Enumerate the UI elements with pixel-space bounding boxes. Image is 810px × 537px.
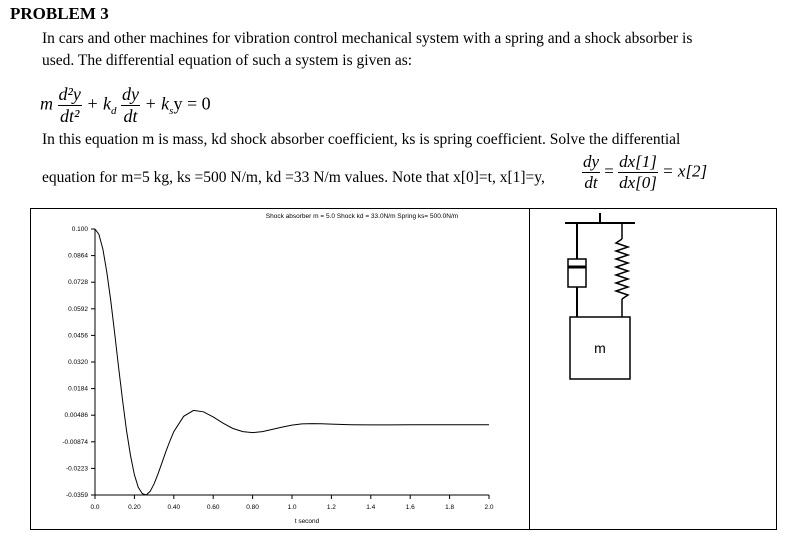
eq-second-derivative	[58, 84, 82, 127]
y-tick-label: 0.0184	[68, 385, 88, 393]
chart-panel	[30, 208, 530, 530]
x-tick-label: 0.20	[128, 504, 141, 511]
x-tick-label: 0.0	[90, 504, 100, 511]
shock-absorber	[568, 223, 586, 317]
y-tick-label: -0.0359	[65, 492, 88, 499]
intro-line-2: used. The differential equation of such a system is given as:	[42, 52, 413, 69]
response-chart	[31, 209, 529, 529]
y-tick-label: 0.0320	[68, 359, 88, 366]
x-tick-label: 1.8	[445, 504, 455, 511]
note-dx1-dx0	[618, 152, 658, 193]
x-tick-label: 2.0	[484, 504, 494, 511]
eq-first-derivative	[121, 84, 140, 127]
note-dy: dy	[583, 152, 600, 171]
x-tick-label: 1.4	[366, 504, 376, 511]
note-eq: =	[604, 161, 614, 181]
eq-plus-ks: + k	[144, 93, 170, 114]
note-dt: dt	[584, 173, 598, 192]
eq-dt2: dt²	[59, 106, 80, 126]
explain-line-2: equation for m=5 kg, ks =500 N/m, kd =33 N/m values. Note that x[0]=t, x[1]=y,	[42, 169, 545, 186]
chart-axes	[95, 229, 489, 495]
problem-title: PROBLEM 3	[10, 4, 109, 23]
x-tick-label: 0.60	[206, 504, 220, 511]
y-tick-label: 0.100	[71, 226, 88, 233]
y-tick-label: 0.0456	[68, 332, 88, 340]
y-tick-label: 0.00486	[64, 412, 88, 420]
x-tick-label: 1.6	[405, 504, 415, 511]
y-tick-label: -0.00874	[62, 438, 88, 446]
spring	[616, 223, 628, 317]
y-tick-label: -0.0223	[65, 465, 88, 473]
y-tick-label: 0.0864	[68, 252, 88, 260]
diagram-panel	[529, 208, 777, 530]
series-line	[95, 229, 489, 495]
eq-plus-kd: + k	[86, 93, 112, 114]
y-axis-ticks	[62, 226, 95, 499]
eq-sub-s: s	[169, 105, 174, 118]
eq-y-eq-0: y = 0	[173, 93, 211, 114]
note-equation	[582, 152, 707, 193]
note-dx1: dx[1]	[619, 152, 657, 171]
note-dy-dt	[582, 152, 600, 193]
x-tick-label: 0.40	[167, 504, 181, 511]
eq-sub-d: d	[111, 105, 117, 118]
y-tick-label: 0.0728	[68, 279, 88, 287]
mass-label: m	[594, 340, 606, 356]
chart-title: Shock absorber m = 5.0 Shock kd = 33.0N/m Spring ks= 500.0N/m	[265, 213, 459, 220]
note-dx0: dx[0]	[619, 173, 657, 192]
x-axis-ticks	[90, 495, 493, 511]
eq-m: m	[40, 93, 53, 114]
x-axis-label: t second	[294, 518, 320, 525]
eq-d2y: d²y	[58, 84, 81, 104]
differential-equation	[40, 84, 211, 127]
eq-dy: dy	[122, 84, 140, 104]
eq-dt: dt	[123, 106, 138, 126]
x-tick-label: 1.0	[287, 504, 297, 511]
spring-damper-diagram	[530, 209, 776, 529]
y-tick-label: 0.0592	[68, 305, 88, 313]
note-eq-x2: = x[2]	[662, 161, 708, 181]
intro-line-1: In cars and other machines for vibration control mechanical system with a spring and a shock absorber is	[42, 30, 693, 47]
x-tick-label: 0.80	[246, 504, 259, 511]
explain-line-1: In this equation m is mass, kd shock absorber coefficient, ks is spring coefficient. Solve the differential	[42, 131, 681, 148]
x-tick-label: 1.2	[326, 504, 336, 511]
